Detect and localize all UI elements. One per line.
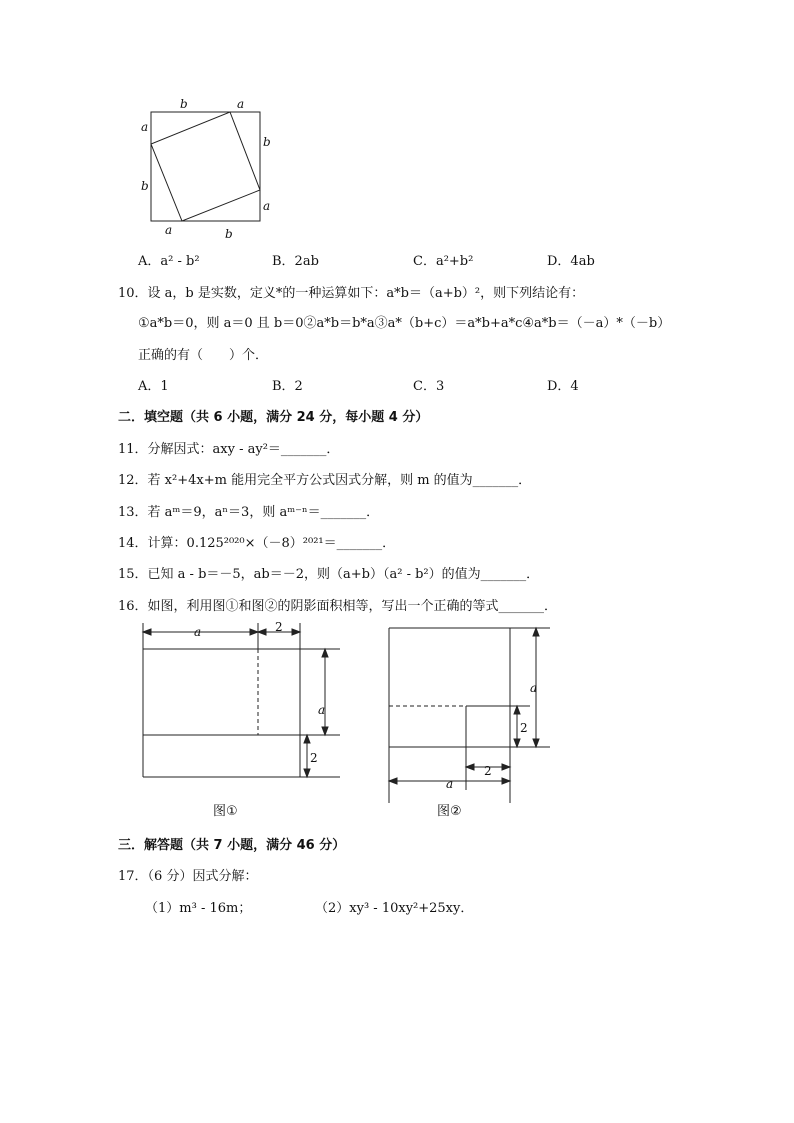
q9-option-d: D．4ab [547, 254, 595, 269]
q10-option-d: D．4 [547, 379, 579, 394]
q10-items: ①a*b＝0，则 a＝0 且 b＝0②a*b＝b*a③a*（b+c）＝a*b+a*c④a*b＝（－a）*（－b） [138, 316, 671, 331]
label-top-b: b [180, 97, 188, 111]
q17-part2: （2）xy³ - 10xy²+25xy． [315, 901, 474, 916]
fig1-label-2-right: 2 [310, 751, 318, 765]
fig1-label-2: 2 [275, 620, 283, 634]
figure-2 [389, 628, 550, 819]
fig1-label-a-right: a [318, 703, 326, 717]
fig2-label-2-right: 2 [520, 721, 528, 735]
q10-stem: 10．设 a，b 是实数，定义*的一种运算如下：a*b＝（a+b）²，则下列结论有： [118, 286, 585, 301]
section3-title: 三．解答题（共 7 小题，满分 46 分） [118, 838, 346, 853]
q10-tail: 正确的有（ ）个． [138, 348, 269, 363]
q15: 15．已知 a - b＝－5，ab＝－2，则（a+b）（a² - b²）的值为_______． [118, 567, 540, 582]
fig1-caption: 图① [213, 804, 238, 819]
label-left-b: b [141, 179, 149, 193]
q17-part1: （1）m³ - 16m； [145, 901, 252, 916]
figure-1 [143, 620, 340, 819]
q10-option-a: A．1 [138, 379, 169, 394]
fig2-label-a-bottom: a [446, 777, 454, 791]
fig2-caption: 图② [437, 804, 462, 819]
q17: 17．（6 分）因式分解： [118, 869, 258, 884]
fig2-label-2-bottom: 2 [484, 764, 492, 778]
q10-option-b: B．2 [272, 379, 303, 394]
fig2-label-a-right: a [530, 681, 538, 695]
q13: 13．若 aᵐ＝9，aⁿ＝3，则 aᵐ⁻ⁿ＝_______． [118, 505, 380, 520]
label-top-a: a [237, 97, 245, 111]
outer-square [151, 112, 260, 221]
label-bottom-b: b [225, 227, 233, 241]
q9-option-c: C．a²+b² [413, 254, 474, 269]
section2-title: 二．填空题（共 6 小题，满分 24 分，每小题 4 分） [118, 410, 429, 425]
q9-option-a: A．a² - b² [138, 254, 200, 269]
q9-option-b: B．2ab [272, 254, 319, 269]
fig1-label-a: a [194, 625, 202, 639]
inner-square [151, 112, 260, 221]
q16: 16．如图，利用图①和图②的阴影面积相等，写出一个正确的等式_______． [118, 599, 558, 614]
label-bottom-a: a [165, 223, 173, 237]
q11: 11．分解因式：axy - ay²＝_______． [118, 442, 340, 457]
q14: 14．计算：0.125²⁰²⁰×（－8）²⁰²¹＝_______． [118, 536, 396, 551]
label-left-a: a [141, 120, 149, 134]
q12: 12．若 x²+4x+m 能用完全平方公式因式分解，则 m 的值为_______． [118, 473, 532, 488]
q10-option-c: C．3 [413, 379, 445, 394]
label-right-b: b [263, 135, 271, 149]
label-right-a: a [263, 199, 271, 213]
